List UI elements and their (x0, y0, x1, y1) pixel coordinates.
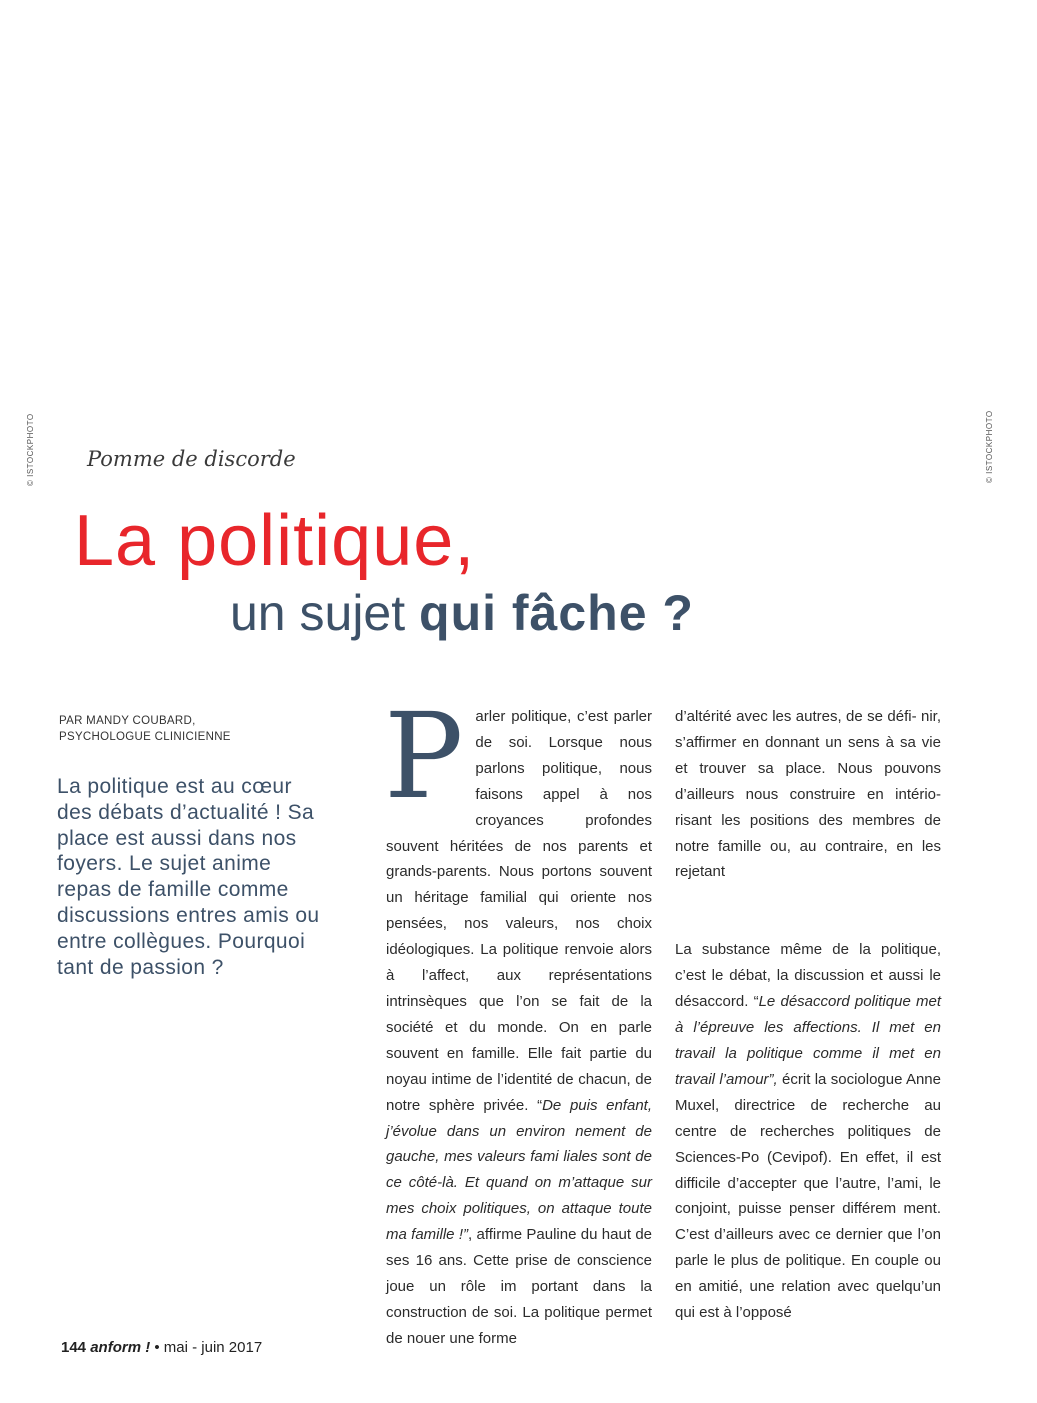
section-kicker: Pomme de discorde (87, 447, 296, 471)
lead-paragraph: La politique est au cœur des débats d’actualité ! Sa place est aussi dans nos foyers. Le sujet anime repas de famille comme discussions entres amis ou entre collègues. Pourquoi tant de passion ? (57, 775, 320, 979)
paragraph-text: , affirme Pauline du haut de ses 16 ans. Cette prise de conscience joue un rôle im portant dans la construction de soi. La politique permet de nouer une forme (386, 1226, 652, 1347)
drop-cap: P (384, 687, 464, 825)
paragraph (675, 937, 941, 1326)
issue-date: • mai - juin 2017 (154, 1339, 263, 1356)
page-footer (61, 1339, 262, 1356)
byline (59, 713, 231, 745)
headline-line2 (230, 584, 694, 642)
byline-author: PAR MANDY COUBARD, (59, 715, 196, 727)
paragraph-text: La substance même de la politique, c’est le débat, la discussion et aussi le désaccord. “ (675, 941, 941, 1011)
article-column-3 (675, 704, 941, 1326)
photo-credit-right: © ISTOCKPHOTO (985, 410, 994, 483)
paragraph-text: arler politique, c’est parler de soi. Lorsque nous parlons politique, nous faisons appel à nos croyances profondes souvent héritées de nos parents et grands-parents. Nous portons souvent un héritage familial qui oriente nos pensées, nos valeurs, nos choix idéologiques. La politique renvoie alors à l’affect, aux représentations intrinsèques que l’on se fait de la société et du monde. On en parle souvent en famille. Elle fait partie du noyau intime de l’identité de chacun, de notre sphère privée. “ (386, 708, 652, 1114)
paragraph-text: écrit la sociologue Anne Muxel, directrice de recherche au centre de recherches politiques de Sciences-Po (Cevipof). En effet, il est difficile d’accepter que l’autre, l’ami, le conjoint, puisse penser différem ment. C’est d’ailleurs avec ce dernier que l’on parle le plus de politique. En couple ou en amitié, une relation avec quelqu’un qui est à l’opposé (675, 1070, 941, 1322)
headline-light: un sujet (230, 585, 406, 641)
headline-line1: La politique, (74, 501, 476, 581)
byline-role: PSYCHOLOGUE CLINICIENNE (59, 731, 231, 743)
paragraph (384, 687, 652, 1352)
quote-text: Le désaccord politique met à l’épreuve les affections. Il met en travail la politique comme il met en travail l’amour”, (675, 993, 941, 1088)
page-number: 144 (61, 1339, 87, 1356)
magazine-name: anform ! (90, 1339, 151, 1356)
photo-credit-left: © ISTOCKPHOTO (26, 413, 35, 486)
paragraph: d’altérité avec les autres, de se défi- nir, s’affirmer en donnant un sens à sa vie et trouver sa place. Nous pouvons d’ailleurs nous construire en intério- risant les positions des membres de notre famille ou, au contraire, en les rejetant (675, 708, 941, 881)
headline-bold: qui fâche ? (419, 585, 694, 641)
article-column-2 (384, 687, 652, 1352)
quote-text: De puis enfant, j’évolue dans un environ nement de gauche, mes valeurs fami liales sont de ce côté-là. Et quand on m’attaque sur mes choix politiques, on attaque toute ma famille !” (386, 1096, 652, 1244)
